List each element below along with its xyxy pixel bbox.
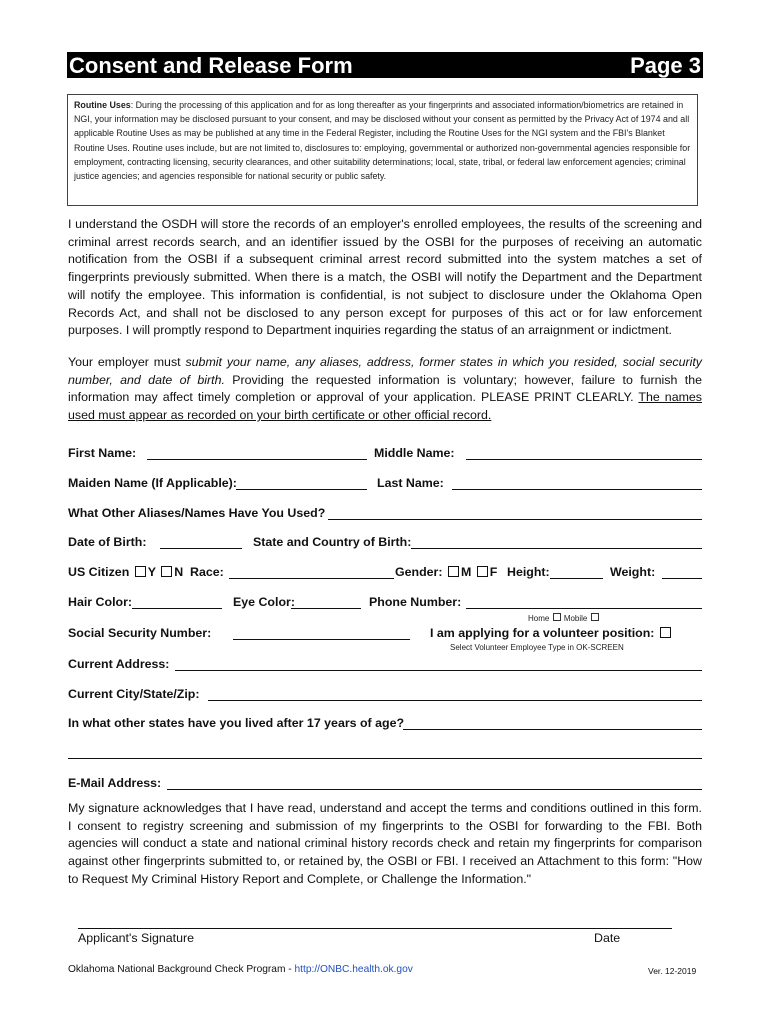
gender-male-checkbox[interactable] <box>448 566 459 577</box>
page-number: Page 3 <box>630 53 701 78</box>
dob-field[interactable] <box>160 536 242 549</box>
signature-acknowledgement: My signature acknowledges that I have read, understand and accept the terms and conditions outlined in this form. I consent to registry screening and submission of my fingerprints to the OSBI for forwarding to the FBI. Both agencies will conduct a state and national criminal history records check and retain my fingerprints for comparison against other fingerprints submitted to, or retained by, the OSBI or FBI. I received an Attachment to this form: "How to Request My Criminal History Report and Complete, or Challenge the Information." <box>68 801 702 886</box>
citizen-row: US Citizen Y N <box>68 565 184 579</box>
height-field[interactable] <box>550 566 603 579</box>
footer-program: Oklahoma National Background Check Program - http://ONBC.health.ok.gov <box>68 964 413 975</box>
first-name-label: First Name: <box>68 446 137 460</box>
consent-paragraph-2: Your employer must submit your name, any aliases, address, former states in which you resided, social security number, and date of birth. Providing the requested information is voluntary; however, failure to furnish the information may affect timely completion or approval of your application. PLEASE PRINT CLEARLY. The names used must appear as recorded on your birth certificate or other official record. <box>68 355 702 423</box>
other-states-field[interactable] <box>403 717 702 730</box>
address-field[interactable] <box>175 658 702 671</box>
volunteer-checkbox[interactable] <box>660 627 671 638</box>
eye-color-label: Eye Color: <box>233 595 295 609</box>
race-field[interactable] <box>229 566 394 579</box>
height-label: Height: <box>507 565 550 579</box>
us-citizen-label: US Citizen <box>68 565 130 579</box>
gender-row: Gender: M F <box>395 565 498 579</box>
hair-color-field[interactable] <box>132 596 222 609</box>
form-header <box>67 52 703 78</box>
form-title: Consent and Release Form <box>69 53 353 78</box>
phone-type-options: Home Mobile <box>528 613 600 623</box>
citizen-yes-checkbox[interactable] <box>135 566 146 577</box>
last-name-label: Last Name: <box>377 476 444 490</box>
city-state-zip-label: Current City/State/Zip: <box>68 687 200 701</box>
first-name-field[interactable] <box>147 447 367 460</box>
routine-uses-box <box>67 94 698 206</box>
hair-color-label: Hair Color: <box>68 595 133 609</box>
aliases-field[interactable] <box>328 507 702 520</box>
race-label: Race: <box>190 565 224 579</box>
weight-label: Weight: <box>610 565 656 579</box>
footer-version: Ver. 12-2019 <box>648 966 697 976</box>
phone-field[interactable] <box>466 596 702 609</box>
ssn-label: Social Security Number: <box>68 626 212 640</box>
footer-link[interactable]: http://ONBC.health.ok.gov <box>294 964 413 975</box>
last-name-field[interactable] <box>452 477 702 490</box>
consent-paragraph-1: I understand the OSDH will store the records of an employer's enrolled employees, the results of the screening and criminal arrest records search, and an identifier issued by the OSBI for the purposes of receiving an automatic notification from the OSBI if a subsequent criminal arrest record submitted into the system matches a set of fingerprints previously submitted. When there is a match, the OSBI will notify the Department and the Department will notify the employee. This information is confidential, is not subject to disclosure under the Oklahoma Open Records Act, and shall not be disclosed to any person except for purposes of this act or for law enforcement purposes. I will promptly respond to Department inquiries regarding the status of an arraignment or indictment. <box>68 217 702 338</box>
middle-name-label: Middle Name: <box>374 446 455 460</box>
maiden-name-label: Maiden Name (If Applicable): <box>68 476 237 490</box>
signature-line[interactable] <box>78 928 672 929</box>
volunteer-note: Select Volunteer Employee Type in OK-SCREEN <box>450 643 624 652</box>
routine-uses-label: Routine Uses <box>74 100 131 110</box>
gender-label: Gender: <box>395 565 443 579</box>
other-states-field-continued[interactable] <box>68 746 702 759</box>
mobile-phone-checkbox[interactable] <box>591 613 599 621</box>
citizen-no-checkbox[interactable] <box>161 566 172 577</box>
email-field[interactable] <box>167 777 702 790</box>
maiden-name-field[interactable] <box>236 477 367 490</box>
signature-label: Applicant's Signature <box>78 931 195 945</box>
date-label: Date <box>594 931 621 945</box>
volunteer-label: I am applying for a volunteer position: <box>430 626 655 640</box>
aliases-label: What Other Aliases/Names Have You Used? <box>68 506 326 520</box>
birth-place-label: State and Country of Birth: <box>253 535 412 549</box>
middle-name-field[interactable] <box>466 447 702 460</box>
routine-uses-text: : During the processing of this application and for as long thereafter as your fingerprints and associated information/biometrics are retained in NGI, your information may be disclosed pursuant to your consent, and may be disclosed without your consent as permitted by the Privacy Act of 1974 and all applicable Routine Uses as may be published at any time in the Federal Register, including the Routine Uses for the NGI system and the FBI's Blanket Routine Uses. Routine uses include, but are not limited to, disclosures to: employing, governmental or authorized non-governmental agencies responsible for employment, contracting licensing, security clearances, and other suitability determinations; local, state, tribal, or federal law enforcement agencies; criminal justice agencies; and agencies responsible for national security or public safety. <box>74 100 691 182</box>
home-phone-checkbox[interactable] <box>553 613 561 621</box>
phone-label: Phone Number: <box>369 595 462 609</box>
ssn-field[interactable] <box>233 627 410 640</box>
address-label: Current Address: <box>68 657 170 671</box>
gender-female-checkbox[interactable] <box>477 566 488 577</box>
birth-place-field[interactable] <box>411 536 702 549</box>
other-states-label: In what other states have you lived after 17 years of age? <box>68 716 405 730</box>
city-state-zip-field[interactable] <box>208 688 702 701</box>
email-label: E-Mail Address: <box>68 776 162 790</box>
volunteer-row <box>430 626 673 640</box>
eye-color-field[interactable] <box>291 596 361 609</box>
dob-label: Date of Birth: <box>68 535 147 549</box>
weight-field[interactable] <box>662 566 702 579</box>
